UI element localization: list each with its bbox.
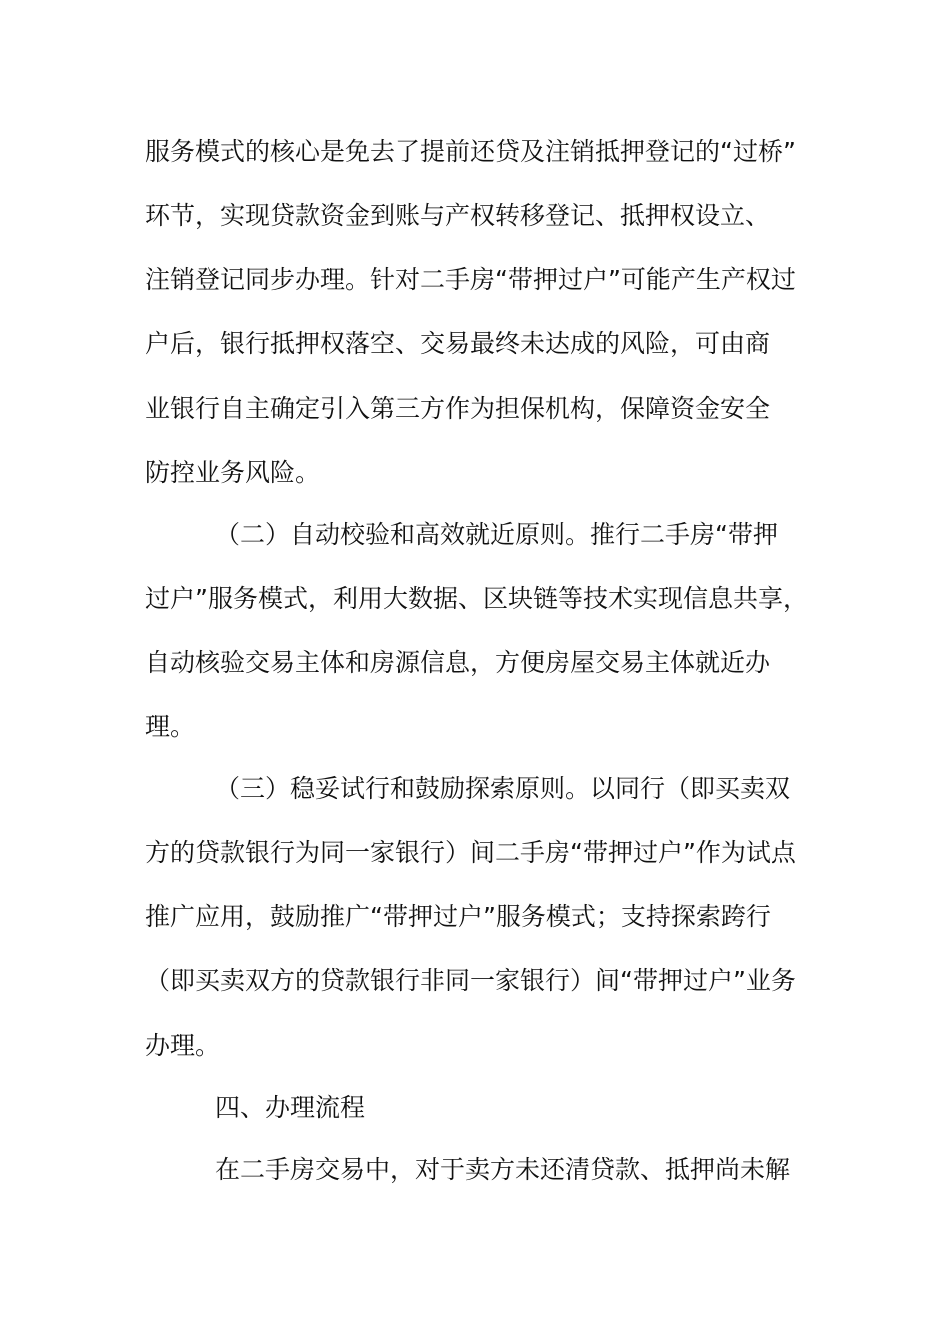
text-line-11: （三）稳妥试行和鼓励探索原则。以同行（即买卖双	[215, 774, 791, 803]
text-line-2: 环节，实现贷款资金到账与产权转移登记、抵押权设立、	[145, 201, 771, 230]
text-line-17: 在二手房交易中，对于卖方未还清贷款、抵押尚未解	[215, 1155, 791, 1184]
text-line-12: 方的贷款银行为同一家银行）间二手房“带押过户”作为试点	[145, 838, 796, 867]
text-line-10: 理。	[145, 712, 196, 741]
text-line-9: 自动核验交易主体和房源信息，方便房屋交易主体就近办	[145, 648, 771, 677]
text-line-6: 防控业务风险。	[145, 458, 321, 487]
section-heading: 四、办理流程	[215, 1093, 366, 1122]
text-line-15: 办理。	[145, 1031, 221, 1060]
text-line-13: 推广应用，鼓励推广“带押过户”服务模式；支持探索跨行	[145, 902, 771, 931]
text-line-3: 注销登记同步办理。针对二手房“带押过户”可能产生产权过	[145, 265, 796, 294]
text-line-7: （二）自动校验和高效就近原则。推行二手房“带押	[215, 520, 778, 549]
text-line-14: （即买卖双方的贷款银行非同一家银行）间“带押过户”业务	[145, 966, 796, 995]
text-line-5: 业银行自主确定引入第三方作为担保机构，保障资金安全	[145, 394, 771, 423]
text-line-1: 服务模式的核心是免去了提前还贷及注销抵押登记的“过桥”	[145, 137, 796, 166]
text-line-8: 过户”服务模式，利用大数据、区块链等技术实现信息共享，	[145, 584, 808, 613]
text-line-4: 户后，银行抵押权落空、交易最终未达成的风险，可由商	[145, 329, 771, 358]
